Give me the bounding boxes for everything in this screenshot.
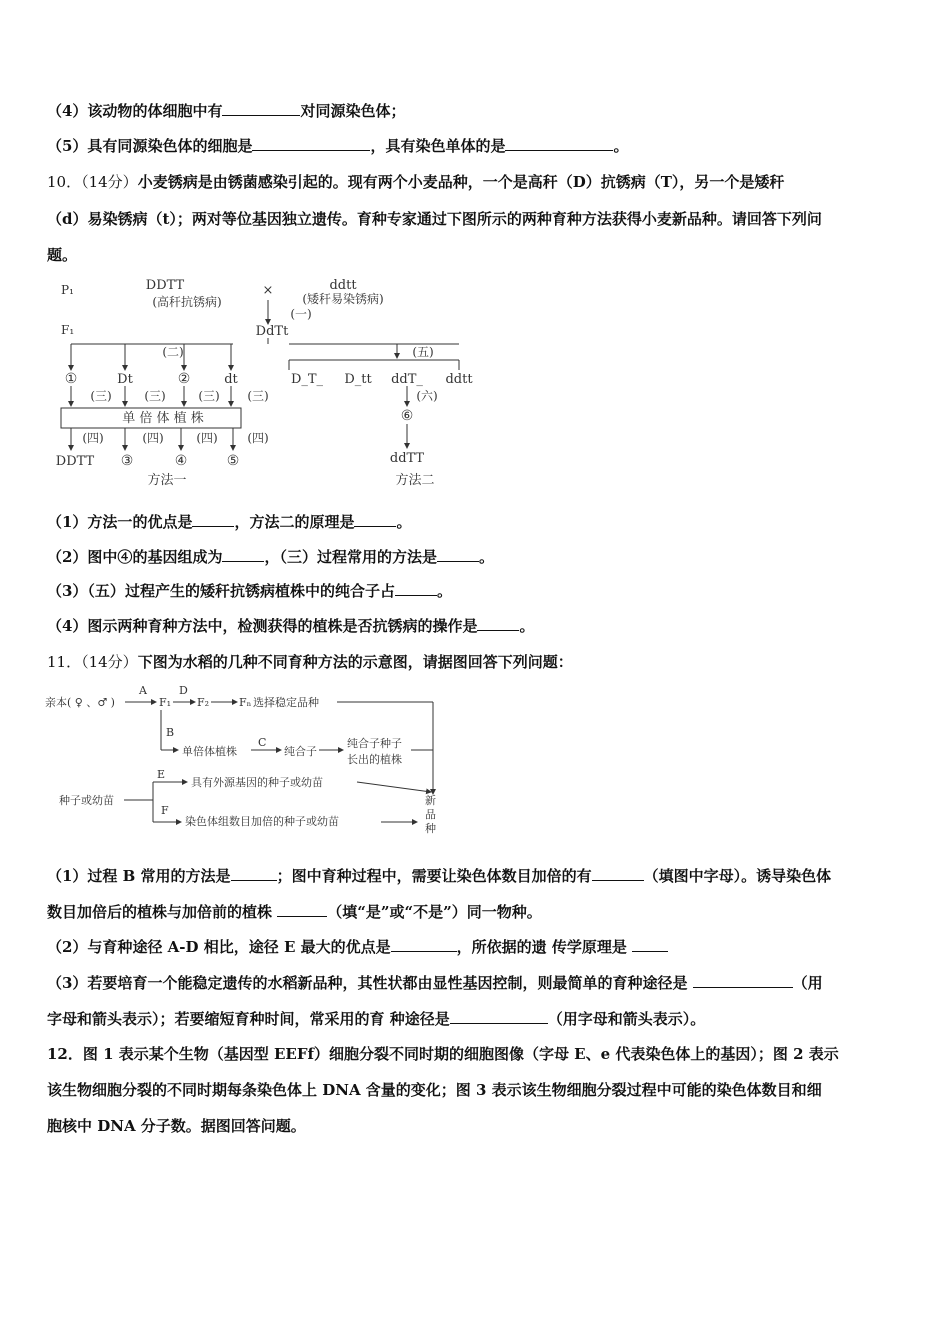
new-variety-1: 新 bbox=[425, 794, 436, 807]
p-left-note: (高秆抗锈病) bbox=[152, 295, 222, 309]
step-4a: (四) bbox=[82, 431, 104, 445]
answer-blank[interactable] bbox=[277, 902, 327, 917]
answer-blank[interactable] bbox=[231, 866, 277, 881]
f1-genotype: DdTt bbox=[255, 324, 289, 339]
label-b: B bbox=[166, 726, 175, 739]
gamete-4: dt bbox=[224, 372, 238, 387]
q11-stem: 11．（14分）下图为水稻的几种不同育种方法的示意图，请据图回答下列问题： bbox=[47, 653, 573, 671]
q10-stem-3: 题。 bbox=[47, 246, 78, 264]
label-f2: F₂ bbox=[197, 696, 210, 709]
gamete-2: Dt bbox=[117, 372, 133, 387]
step-2: (二) bbox=[162, 345, 184, 359]
p1-label: P₁ bbox=[61, 283, 74, 297]
fn-note: 选择稳定品种 bbox=[253, 696, 319, 709]
result-1: DDTT bbox=[55, 454, 95, 469]
answer-blank[interactable] bbox=[437, 547, 479, 562]
q12-stem-2: 该生物细胞分裂的不同时期每条染色体上 DNA 含量的变化；图 3 表示该生物细胞分裂过程中可能的染色体数目和细 bbox=[47, 1081, 822, 1099]
q10-1: （1）方法一的优点是 ，方法二的原理是 。 bbox=[47, 513, 412, 531]
f2-2: D_tt bbox=[344, 372, 372, 387]
answer-blank[interactable] bbox=[222, 101, 300, 116]
step-3d: (三) bbox=[247, 389, 269, 403]
f2-4: ddtt bbox=[445, 372, 473, 387]
answer-blank[interactable] bbox=[395, 581, 437, 596]
label-d: D bbox=[179, 684, 188, 697]
label-f: F bbox=[161, 804, 169, 817]
q11-3b: 字母和箭头表示）；若要缩短育种时间，常采用的育 种途径是 （用字母和箭头表示）。 bbox=[47, 1010, 706, 1028]
e-note: 具有外源基因的种子或幼苗 bbox=[191, 776, 323, 789]
q11-2: （2）与育种途径 A-D 相比，途径 E 最大的优点是 ，所依据的遗 传学原理是 bbox=[47, 936, 668, 958]
gamete-1: ① bbox=[64, 371, 78, 387]
answer-blank[interactable] bbox=[450, 1009, 548, 1024]
label-e: E bbox=[157, 768, 166, 781]
pure-label: 纯合子 bbox=[284, 745, 317, 758]
answer-blank[interactable] bbox=[391, 937, 457, 952]
answer-blank[interactable] bbox=[252, 136, 370, 151]
result-3: ④ bbox=[174, 453, 188, 469]
q11-1a: （1）过程 B 常用的方法是 ；图中育种过程中，需要让染色体数目加倍的有 （填图中字母）。诱导染色体 bbox=[47, 867, 832, 885]
p-left-genotype: DDTT bbox=[145, 278, 185, 293]
pure-seed-2: 长出的植株 bbox=[347, 753, 402, 766]
label-f1: F₁ bbox=[159, 696, 172, 709]
f2-1: D_T_ bbox=[290, 372, 324, 387]
f-note: 染色体组数目加倍的种子或幼苗 bbox=[185, 815, 339, 828]
q12-stem-1: 12．图 1 表示某个生物（基因型 EEFf）细胞分裂不同时期的细胞图像（字母 E、e 代表染色体上的基因）；图 2 表示 bbox=[47, 1045, 839, 1063]
q10-3: （3）（五）过程产生的矮秆抗锈病植株中的纯合子占 。 bbox=[47, 582, 452, 600]
answer-blank[interactable] bbox=[693, 973, 793, 988]
result-2: ③ bbox=[120, 453, 134, 469]
step-3b: (三) bbox=[144, 389, 166, 403]
parents-label: 亲本( ♀ 、♂ ) bbox=[45, 696, 115, 709]
cross-symbol: × bbox=[262, 283, 274, 298]
step-3a: (三) bbox=[90, 389, 112, 403]
wheat-breeding-diagram bbox=[55, 272, 485, 492]
result-4: ⑤ bbox=[226, 453, 240, 469]
final-genotype: ddTT bbox=[389, 451, 425, 466]
f2-3: ddT_ bbox=[391, 372, 423, 387]
label-a: A bbox=[139, 684, 147, 697]
p-right-note: (矮秆易染锈病) bbox=[302, 292, 384, 306]
haploid-label: 单倍体植株 bbox=[182, 745, 237, 758]
answer-blank[interactable] bbox=[477, 616, 519, 631]
new-variety-3: 种 bbox=[425, 822, 436, 835]
step-4d: (四) bbox=[247, 431, 269, 445]
q10-stem-1: 10．（14分）小麦锈病是由锈菌感染引起的。现有两个小麦品种，一个是高秆（D）抗锈病（T），另一个是矮秆 bbox=[47, 173, 785, 191]
label-fn: Fₙ bbox=[239, 696, 252, 709]
answer-blank[interactable] bbox=[192, 512, 234, 527]
step-1: (一) bbox=[290, 307, 312, 321]
method-2-label: 方法二 bbox=[395, 473, 435, 488]
circled-6: ⑥ bbox=[400, 408, 414, 424]
q10-2: （2）图中④的基因组成为 ，（三）过程常用的方法是 。 bbox=[47, 548, 494, 566]
answer-blank[interactable] bbox=[222, 547, 264, 562]
step-3c: (三) bbox=[198, 389, 220, 403]
gamete-3: ② bbox=[177, 371, 191, 387]
q9-4: （4）该动物的体细胞中有 对同源染色体； bbox=[47, 102, 406, 120]
answer-blank[interactable] bbox=[632, 937, 668, 952]
haploid-plant: 单 倍 体 植 株 bbox=[122, 411, 204, 426]
q10-4: （4）图示两种育种方法中，检测获得的植株是否抗锈病的操作是 。 bbox=[47, 617, 535, 635]
q11-1b: 数目加倍后的植株与加倍前的植株 （填“是”或“不是”）同一物种。 bbox=[47, 903, 542, 921]
new-variety-2: 品 bbox=[425, 808, 436, 821]
method-1-label: 方法一 bbox=[147, 473, 187, 488]
answer-blank[interactable] bbox=[592, 866, 644, 881]
label-c: C bbox=[258, 736, 267, 749]
answer-blank[interactable] bbox=[505, 136, 613, 151]
step-4c: (四) bbox=[196, 431, 218, 445]
q9-5: （5）具有同源染色体的细胞是 ，具有染色单体的是 。 bbox=[47, 137, 629, 155]
p-right-genotype: ddtt bbox=[329, 278, 357, 293]
seed-label: 种子或幼苗 bbox=[59, 794, 114, 807]
rice-breeding-diagram bbox=[45, 682, 445, 842]
q12-stem-3: 胞核中 DNA 分子数。据图回答问题。 bbox=[47, 1117, 306, 1135]
step-6: (六) bbox=[416, 389, 438, 403]
step-5: (五) bbox=[412, 345, 434, 359]
answer-blank[interactable] bbox=[354, 512, 396, 527]
q10-stem-2: （d）易染锈病（t）；两对等位基因独立遗传。育种专家通过下图所示的两种育种方法获得小麦新品种。请回答下列问 bbox=[47, 210, 822, 228]
pure-seed-1: 纯合子种子 bbox=[347, 737, 402, 750]
q11-3a: （3）若要培育一个能稳定遗传的水稻新品种，其性状都由显性基因控制，则最简单的育种途径是 （用 bbox=[47, 974, 823, 992]
f1-label: F₁ bbox=[61, 323, 75, 337]
step-4b: (四) bbox=[142, 431, 164, 445]
